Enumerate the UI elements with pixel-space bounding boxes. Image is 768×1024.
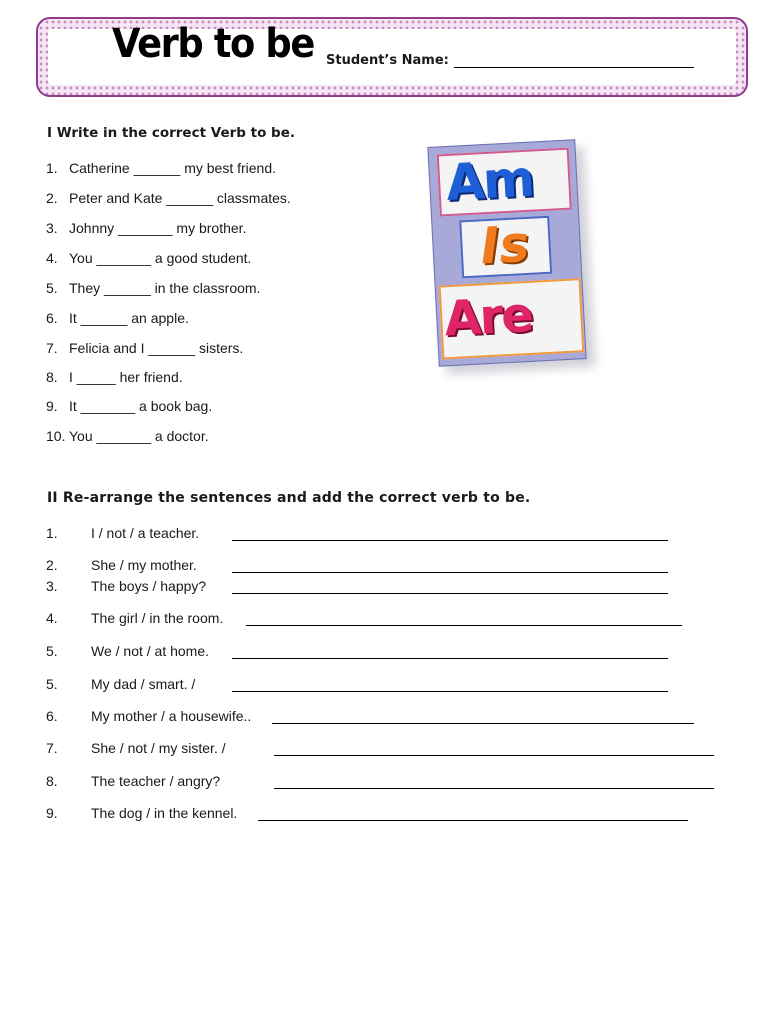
answer-line[interactable] [232, 691, 668, 692]
item-text: She / my mother. [91, 557, 197, 573]
exercise-item[interactable] [46, 398, 212, 414]
item-text: Peter and Kate ______ classmates. [69, 190, 291, 206]
answer-line[interactable] [274, 755, 714, 756]
item-number: 5. [46, 280, 58, 296]
is-word: Is [479, 214, 531, 276]
item-number: 4. [46, 250, 58, 266]
exercise-item[interactable] [46, 340, 243, 356]
am-panel [437, 148, 572, 217]
answer-line[interactable] [246, 625, 682, 626]
answer-line[interactable] [232, 572, 668, 573]
item-text: You _______ a doctor. [69, 428, 209, 444]
item-number: 8. [46, 773, 58, 789]
item-text: It _______ a book bag. [69, 398, 213, 414]
page-title: Verb to be [112, 21, 314, 67]
item-text: I _____ her friend. [69, 369, 183, 385]
item-text: Johnny _______ my brother. [69, 220, 247, 236]
answer-line[interactable] [274, 788, 714, 789]
answer-line[interactable] [232, 540, 668, 541]
item-text: It ______ an apple. [69, 310, 189, 326]
item-text: We / not / at home. [91, 643, 210, 659]
item-text: Catherine ______ my best friend. [69, 160, 277, 176]
item-number: 2. [46, 190, 58, 206]
answer-line[interactable] [232, 658, 668, 659]
item-text: The dog / in the kennel. [91, 805, 238, 821]
exercise-item[interactable] [46, 250, 251, 266]
item-text: She / not / my sister. / [91, 740, 226, 756]
item-number: 9. [46, 398, 58, 414]
are-panel [439, 278, 585, 359]
answer-line[interactable] [232, 593, 668, 594]
item-text: The girl / in the room. [91, 610, 224, 626]
header-banner [36, 17, 748, 97]
item-text: Felicia and I ______ sisters. [69, 340, 244, 356]
item-text: They ______ in the classroom. [69, 280, 261, 296]
picture-frame [427, 139, 586, 366]
student-name-field[interactable] [454, 67, 694, 68]
student-name-label: Student’s Name: [326, 53, 449, 68]
section2-heading: II Re-arrange the sentences and add the correct verb to be. [47, 490, 531, 506]
item-number: 9. [46, 805, 58, 821]
exercise-item[interactable] [46, 428, 209, 444]
am-word: Am [444, 149, 535, 213]
section1-heading: I Write in the correct Verb to be. [47, 125, 295, 141]
exercise-item[interactable] [46, 190, 291, 206]
is-panel [459, 216, 552, 279]
item-text: My dad / smart. / [91, 676, 196, 692]
item-text: I / not / a teacher. [91, 525, 200, 541]
answer-line[interactable] [258, 820, 688, 821]
exercise-item[interactable] [46, 220, 246, 236]
item-number: 3. [46, 578, 58, 594]
item-number: 4. [46, 610, 58, 626]
exercise-item[interactable] [46, 160, 276, 176]
exercise-item[interactable] [46, 280, 260, 296]
item-number: 5. [46, 643, 58, 659]
item-number: 6. [46, 708, 58, 724]
are-word: Are [442, 286, 534, 348]
item-number: 3. [46, 220, 58, 236]
item-text: The boys / happy? [91, 578, 207, 594]
item-number: 7. [46, 340, 58, 356]
am-is-are-picture [427, 139, 586, 366]
item-number: 8. [46, 369, 58, 385]
item-number: 10. [46, 428, 66, 444]
item-text: My mother / a housewife.. [91, 708, 252, 724]
item-number: 7. [46, 740, 58, 756]
item-text: You _______ a good student. [69, 250, 252, 266]
item-text: The teacher / angry? [91, 773, 221, 789]
item-number: 5. [46, 676, 58, 692]
exercise-item[interactable] [46, 310, 189, 326]
item-number: 6. [46, 310, 58, 326]
answer-line[interactable] [272, 723, 694, 724]
exercise-item[interactable] [46, 369, 183, 385]
item-number: 1. [46, 525, 58, 541]
item-number: 1. [46, 160, 58, 176]
item-number: 2. [46, 557, 58, 573]
header-inner [48, 21, 736, 85]
